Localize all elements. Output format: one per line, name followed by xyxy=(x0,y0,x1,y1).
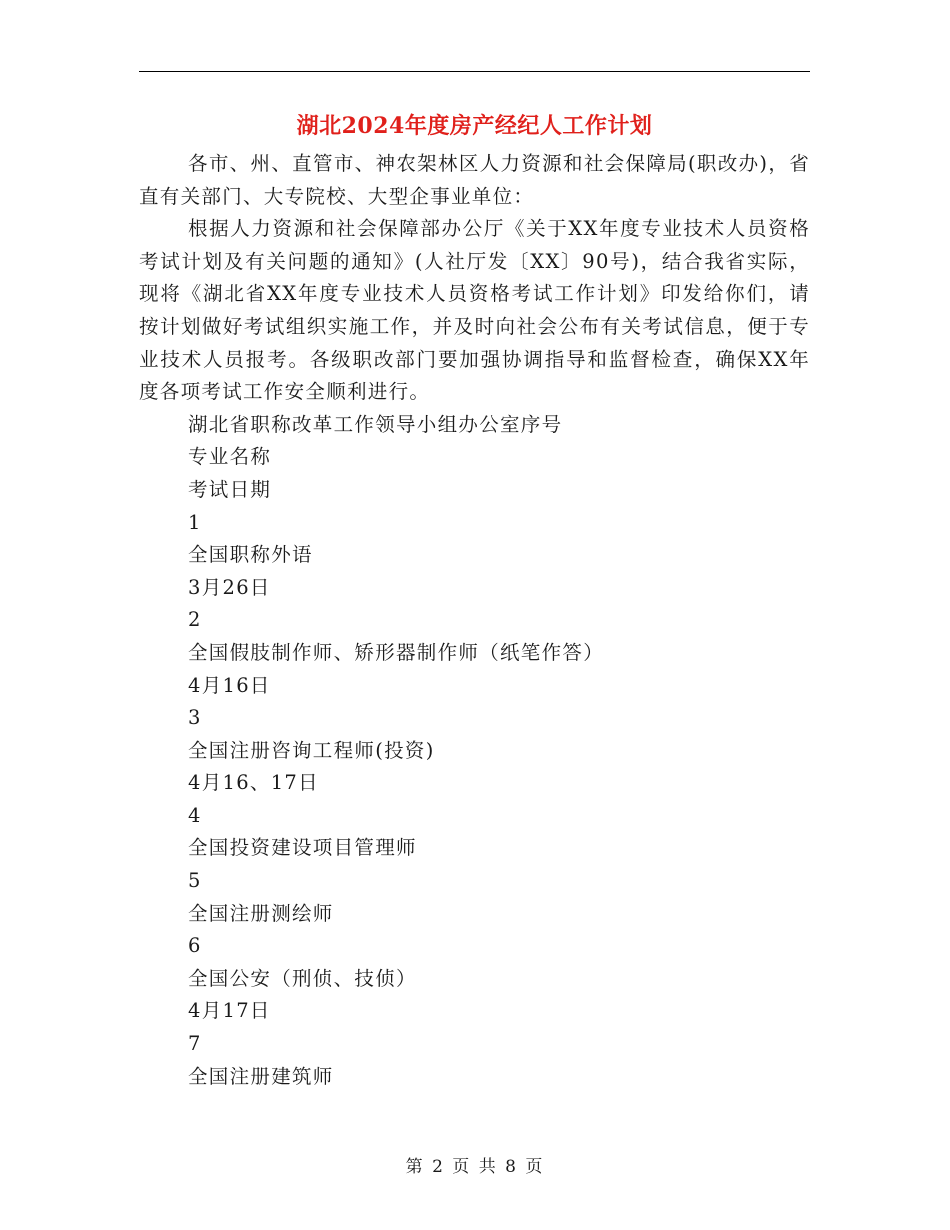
text-line: 全国注册测绘师 xyxy=(188,901,334,925)
text-line: 全国公安（刑侦、技侦） xyxy=(188,966,417,990)
text-line: 4 xyxy=(188,803,202,827)
text-line: 7 xyxy=(188,1032,202,1056)
document-title: 湖北2024年度房产经纪人工作计划 xyxy=(296,113,653,139)
text-line: 4月16日 xyxy=(188,673,271,697)
text-line: 4月16、17日 xyxy=(188,771,319,795)
text-line: 考试日期 xyxy=(188,477,272,501)
header-rule xyxy=(139,71,810,72)
text-line: 6 xyxy=(188,934,202,958)
text-line: 5 xyxy=(188,869,202,893)
paragraph: 各市、州、直管市、神农架林区人力资源和社会保障局(职改办)，省直有关部门、大专院校、大型企事业单位： xyxy=(139,152,810,208)
text-line: 4月17日 xyxy=(188,999,271,1023)
text-line: 湖北省职称改革工作领导小组办公室序号 xyxy=(188,412,563,436)
text-line: 全国投资建设项目管理师 xyxy=(188,836,417,860)
text-line: 全国注册建筑师 xyxy=(188,1064,334,1088)
text-line: 全国假肢制作师、矫形器制作师（纸笔作答） xyxy=(188,640,605,664)
text-line: 专业名称 xyxy=(188,445,272,469)
text-line: 全国注册咨询工程师(投资) xyxy=(188,738,435,762)
text-line: 2 xyxy=(188,608,202,632)
text-line: 3 xyxy=(188,706,202,730)
text-line: 全国职称外语 xyxy=(188,543,313,567)
text-line: 1 xyxy=(188,510,202,534)
text-line: 3月26日 xyxy=(188,575,271,599)
paragraph: 根据人力资源和社会保障部办公厅《关于XX年度专业技术人员资格考试计划及有关问题的通知》(人社厅发〔XX〕90号)，结合我省实际，现将《湖北省XX年度专业技术人员资格考试工作计划》印发给你们，请按计划做好考试组织实施工作，并及时向社会公布有关考试信息，便于专业技术人员报考。各级职改部门要加强协调指导和监督检查，确保XX年度各项考试工作安全顺利进行。 xyxy=(139,217,810,404)
document-body xyxy=(139,148,810,1093)
page-number: 第 2 页 共 8 页 xyxy=(405,1157,545,1177)
